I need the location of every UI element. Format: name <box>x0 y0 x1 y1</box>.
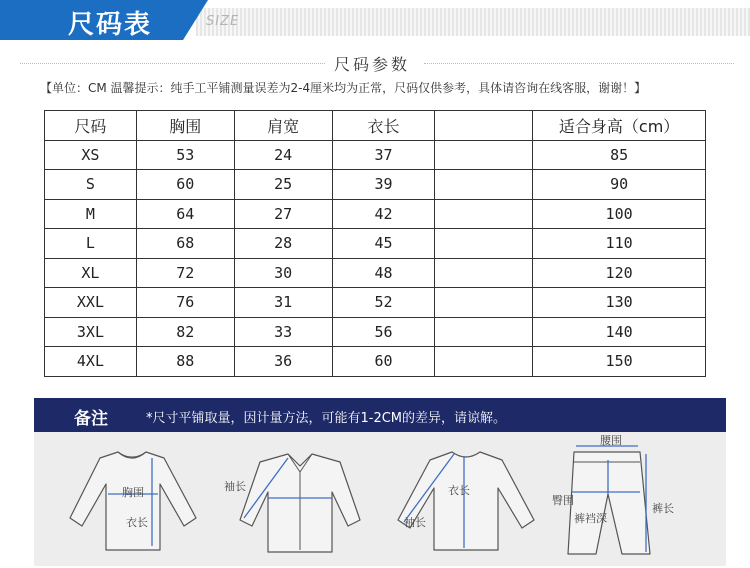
remark-text: *尺寸平铺取量，因计量方法，可能有1-2CM的差异，请谅解。 <box>146 411 507 426</box>
sweater-icon <box>70 452 196 550</box>
table-cell: XXL <box>45 288 137 318</box>
table-cell: 82 <box>136 317 234 347</box>
table-cell: 72 <box>136 258 234 288</box>
table-cell: 52 <box>332 288 435 318</box>
table-cell: 85 <box>533 140 706 170</box>
remark-label: 备注 <box>74 409 108 429</box>
col-header-chest: 胸围 <box>136 111 234 141</box>
table-cell <box>435 288 533 318</box>
table-cell: 76 <box>136 288 234 318</box>
table-cell: M <box>45 199 137 229</box>
table-row <box>45 347 706 377</box>
size-table <box>44 110 706 377</box>
table-cell: L <box>45 229 137 259</box>
table-cell: 4XL <box>45 347 137 377</box>
col-header-length: 衣长 <box>332 111 435 141</box>
label-raglan-length: 衣长 <box>448 484 470 497</box>
table-cell: 60 <box>332 347 435 377</box>
table-cell: XS <box>45 140 137 170</box>
page-subtitle: SIZE <box>206 14 240 29</box>
table-cell <box>435 258 533 288</box>
table-cell: 37 <box>332 140 435 170</box>
label-waist: 腰围 <box>600 434 622 447</box>
remark-bar <box>34 398 726 432</box>
label-raglan-sleeve: 袖长 <box>404 516 426 529</box>
table-cell <box>435 347 533 377</box>
table-cell: 56 <box>332 317 435 347</box>
label-rise: 裤裆深 <box>574 512 607 525</box>
label-chest: 胸围 <box>122 486 144 499</box>
table-cell: 150 <box>533 347 706 377</box>
table-cell: 45 <box>332 229 435 259</box>
table-cell: 90 <box>533 170 706 200</box>
page-header <box>0 0 750 42</box>
table-cell: 130 <box>533 288 706 318</box>
table-cell: 31 <box>234 288 332 318</box>
table-row <box>45 170 706 200</box>
table-cell: 48 <box>332 258 435 288</box>
table-header-row <box>45 111 706 141</box>
col-header-blank <box>435 111 533 141</box>
table-cell: 28 <box>234 229 332 259</box>
raglan-shirt-icon <box>398 452 534 550</box>
table-cell <box>435 199 533 229</box>
table-row <box>45 258 706 288</box>
table-cell: 33 <box>234 317 332 347</box>
table-cell: 53 <box>136 140 234 170</box>
col-header-size: 尺码 <box>45 111 137 141</box>
measurement-diagram <box>34 432 726 566</box>
col-header-height: 适合身高（cm） <box>533 111 706 141</box>
table-cell: 110 <box>533 229 706 259</box>
table-cell: 36 <box>234 347 332 377</box>
table-cell: 100 <box>533 199 706 229</box>
section-title-row <box>0 52 750 74</box>
table-cell: 39 <box>332 170 435 200</box>
table-cell: 24 <box>234 140 332 170</box>
table-cell: 3XL <box>45 317 137 347</box>
table-cell <box>435 229 533 259</box>
label-length: 衣长 <box>126 516 148 529</box>
pants-icon <box>568 452 650 554</box>
table-cell <box>435 170 533 200</box>
table-cell: 120 <box>533 258 706 288</box>
table-row <box>45 317 706 347</box>
label-pants-length: 裤长 <box>652 502 674 515</box>
divider-left <box>20 63 325 64</box>
measurement-note: 【单位：CM 温馨提示：纯手工平铺测量误差为2-4厘米均为正常，尺码仅供参考，具体请咨询在线客服，谢谢！】 <box>40 81 647 95</box>
table-row <box>45 288 706 318</box>
table-cell <box>435 140 533 170</box>
page-title: 尺码表 <box>68 10 153 40</box>
table-cell: 64 <box>136 199 234 229</box>
table-cell: S <box>45 170 137 200</box>
label-sleeve: 袖长 <box>224 480 246 493</box>
table-row <box>45 199 706 229</box>
table-cell: 42 <box>332 199 435 229</box>
section-title: 尺码参数 <box>334 55 411 74</box>
table-cell <box>435 317 533 347</box>
divider-right <box>424 63 734 64</box>
col-header-shoulder: 肩宽 <box>234 111 332 141</box>
table-row <box>45 140 706 170</box>
label-hip: 臀围 <box>552 494 574 507</box>
table-cell: 88 <box>136 347 234 377</box>
table-row <box>45 229 706 259</box>
table-cell: 27 <box>234 199 332 229</box>
table-cell: 140 <box>533 317 706 347</box>
table-cell: 60 <box>136 170 234 200</box>
table-cell: 25 <box>234 170 332 200</box>
table-cell: XL <box>45 258 137 288</box>
table-cell: 68 <box>136 229 234 259</box>
header-stripe <box>196 8 750 36</box>
table-cell: 30 <box>234 258 332 288</box>
